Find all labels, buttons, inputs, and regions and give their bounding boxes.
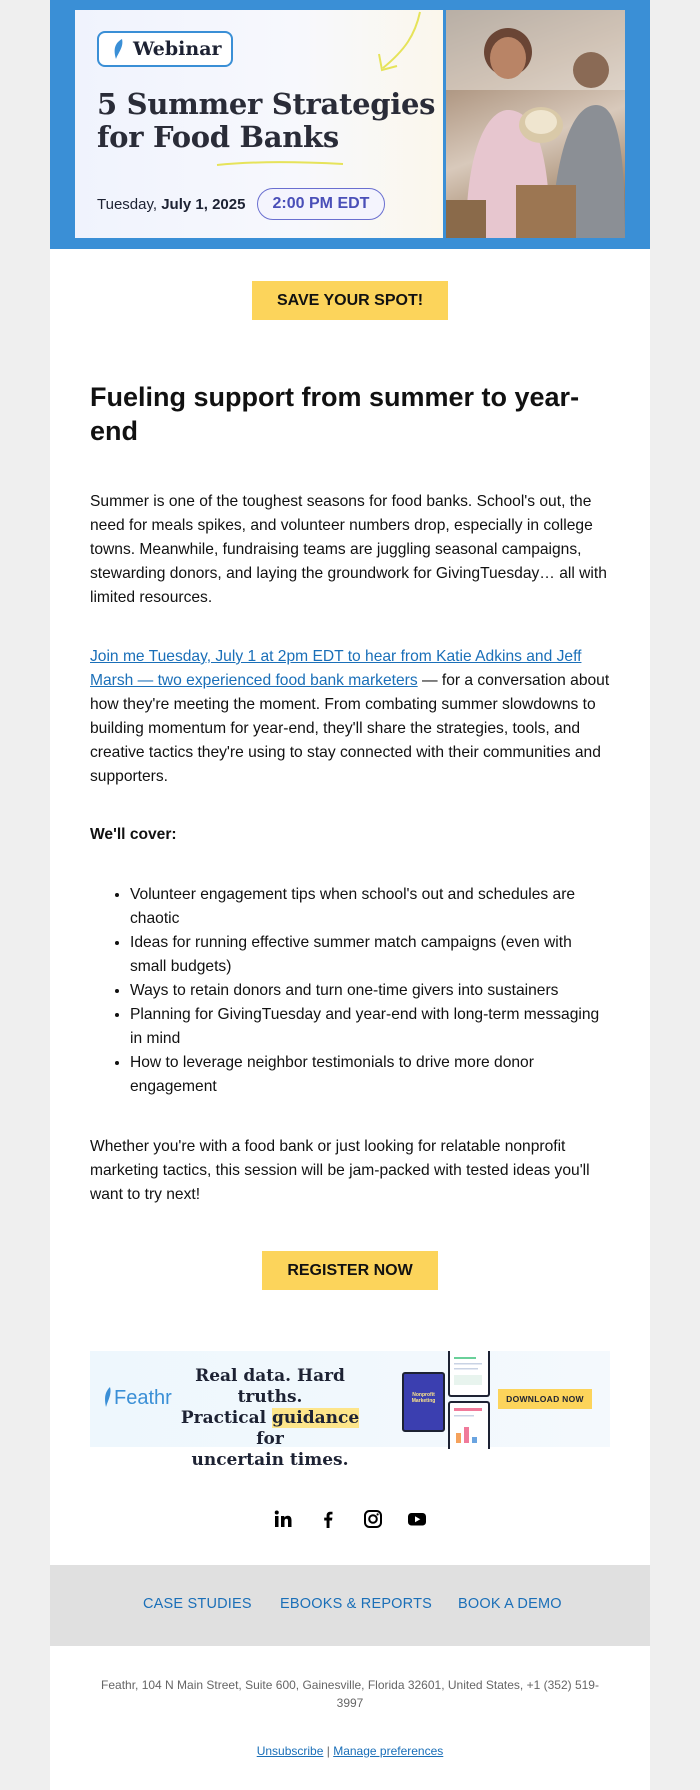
hero-date-bold: July 1, 2025 [161,196,246,213]
footer-links [50,1744,650,1758]
hero-title-line-2: for Food Banks [97,120,339,154]
feathr-logo-icon [112,39,126,59]
topics-list [90,883,610,1099]
ebooks-reports-link[interactable]: EBOOKS & REPORTS [280,1596,433,1612]
list-item: • How to leverage neighbor testimonials to drive more donor engagement [130,1051,610,1099]
closing-paragraph: Whether you're with a food bank or just looking for relatable nonprofit marketing tactics, this session will be jam-packed with tested ideas you'll want to try next! [90,1138,590,1203]
report-cover-image [402,1372,445,1432]
hero-date-day: Tuesday, [97,196,162,213]
download-now-button[interactable]: DOWNLOAD NOW [498,1389,592,1409]
hero-time-badge: 2:00 PM EDT [257,188,385,220]
cover-heading: We'll cover: [90,826,177,843]
feathr-brand-name: Feathr [114,1387,172,1409]
report-page-preview-2 [448,1401,490,1449]
social-links [50,1508,650,1530]
report-ad-banner[interactable] [90,1351,610,1470]
case-studies-link[interactable]: CASE STUDIES [143,1596,252,1612]
report-page-lines-icon [450,1351,488,1395]
report-cover-title: Nonprofit Marketing [411,1392,436,1404]
hero-banner[interactable] [50,0,650,249]
webinar-pill [97,31,233,67]
instagram-icon[interactable] [362,1508,384,1530]
section-heading: Fueling support from summer to year-end [90,382,580,446]
list-item: • Volunteer engagement tips when school's out and schedules are chaotic [130,883,610,931]
hero-graphic [75,10,443,238]
ad-headline-line-2 [170,1408,370,1450]
footer-nav [50,1565,650,1646]
report-page-preview-1 [448,1351,490,1397]
webinar-registration-link[interactable]: Join me Tuesday, July 1 at 2pm EDT to hear from Katie Adkins and Jeff Marsh — two experienced food bank marketers [90,648,582,689]
hero-image[interactable] [75,10,625,238]
email-body [50,0,650,1790]
list-item: • Ways to retain donors and turn one-time givers into sustainers [130,979,610,1003]
volunteers-photo [443,10,625,238]
ad-headline-line-1: Real data. Hard truths. [195,1366,345,1407]
arrow-doodle-icon [365,10,425,90]
ad-headline-highlight: guidance [272,1408,360,1428]
feathr-logo [104,1387,172,1410]
ad-headline [170,1366,370,1471]
feathr-feather-icon [104,1387,112,1407]
register-now-button[interactable]: REGISTER NOW [262,1251,438,1290]
save-your-spot-button[interactable]: SAVE YOUR SPOT! [252,281,448,320]
manage-preferences-link[interactable]: Manage preferences [333,1744,444,1758]
youtube-icon[interactable] [406,1508,428,1530]
hero-title-line-1: 5 Summer Strategies [97,87,436,121]
hero-date [97,196,245,213]
volunteers-photo-illustration [446,10,625,238]
facebook-icon[interactable] [317,1508,339,1530]
linkedin-icon[interactable] [272,1508,294,1530]
underline-doodle-icon [215,160,345,168]
ad-headline-line-3: uncertain times. [191,1450,349,1470]
intro-paragraph: Summer is one of the toughest seasons for food banks. School's out, the need for meals spikes, and volunteer numbers drop, especially in college towns. Meanwhile, fundraising teams are juggling seasonal campaigns, stewarding donors, and laying the groundwork for GivingTuesday… all with limited resources. [90,493,607,606]
company-address: Feathr, 104 N Main Street, Suite 600, Gainesville, Florida 32601, United States, +1 (352) 519-3997 [101,1678,599,1710]
invite-paragraph [90,645,610,789]
report-chart-icon [450,1403,488,1449]
list-item: • Planning for GivingTuesday and year-end with long-term messaging in mind [130,1003,610,1051]
book-a-demo-link[interactable]: BOOK A DEMO [458,1596,562,1612]
ad-headline-post: for [256,1429,284,1449]
ad-headline-pre: Practical [180,1408,273,1428]
unsubscribe-link[interactable]: Unsubscribe [256,1744,324,1758]
list-item: • Ideas for running effective summer match campaigns (even with small budgets) [130,931,610,979]
footer-link-separator: | [323,1744,334,1758]
hero-title [97,88,437,154]
invite-paragraph-rest: — for a conversation about how they're meeting the moment. From combating summer slowdowns to building momentum for year-end, they'll share the strategies, tools, and creative tactics they're using to stay connected with their communities and supporters. [90,672,610,785]
webinar-label: Webinar [133,38,222,60]
